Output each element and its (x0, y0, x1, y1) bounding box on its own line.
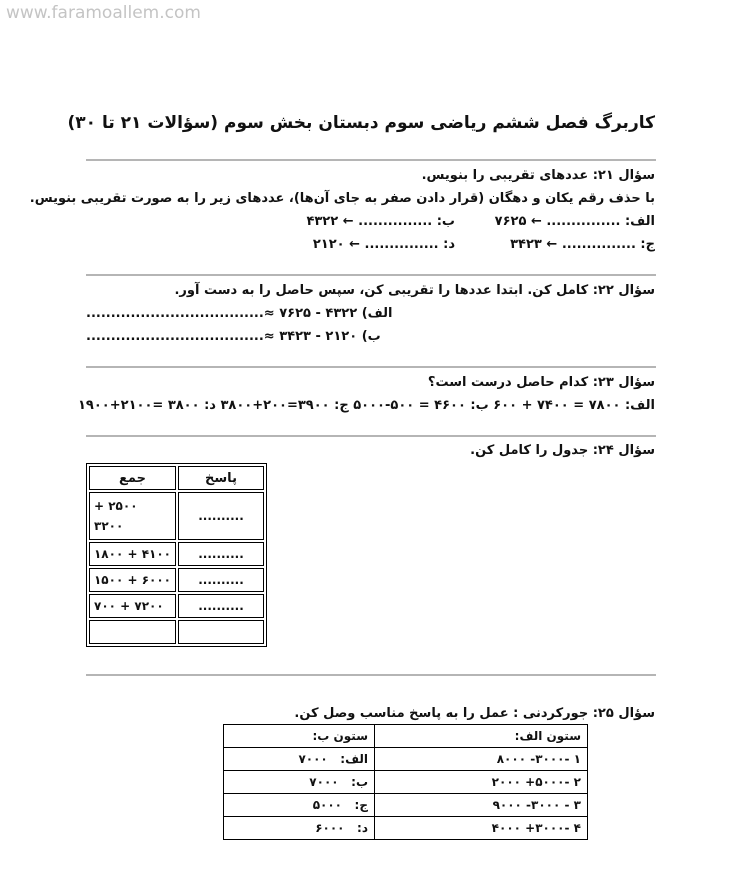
sum-cell (89, 492, 176, 540)
q23-title: سؤال ۲۳: کدام حاصل درست است؟ (427, 375, 655, 390)
column-a-header: ستون الف: (375, 725, 588, 748)
result-value: ۷۰۰۰ (309, 775, 339, 789)
table-row (224, 794, 588, 817)
sum-cell[interactable] (89, 620, 176, 644)
q25-title: سؤال ۲۵: جورکردنی : عمل را به پاسخ مناسب وصل کن. (294, 706, 655, 721)
result-value: ۶۰۰۰ (315, 821, 345, 835)
answer-blank[interactable]: .......... (178, 594, 264, 618)
operation-cell[interactable]: ۴ -۳۰۰۰+ ۴۰۰۰ (375, 817, 588, 840)
result-label: ب: (351, 775, 368, 789)
sum-line-2: ۳۲۰۰ (94, 519, 124, 533)
table-row (89, 594, 264, 618)
divider (86, 159, 656, 161)
answer-blank[interactable] (178, 620, 264, 644)
column-b-header: ستون ب: (224, 725, 375, 748)
q21-item-dal: د: ............... ← ۲۱۲۰ (312, 237, 455, 252)
q21-instruction: با حذف رقم یکان و دهگان (قرار دادن صفر به جای آن‌ها)، عددهای زیر را به صورت تقریبی بنویس. (29, 191, 655, 206)
table-header-row (224, 725, 588, 748)
table-row (224, 771, 588, 794)
operation-cell[interactable]: ۳ - ۳۰۰۰- ۹۰۰۰ (375, 794, 588, 817)
sum-cell: ۶۰۰۰ + ۱۵۰۰ (89, 568, 176, 592)
result-value: ۵۰۰۰ (312, 798, 342, 812)
divider (86, 674, 656, 676)
q24-title: سؤال ۲۴: جدول را کامل کن. (470, 443, 655, 458)
table-header-row (89, 466, 264, 490)
result-label: ج: (354, 798, 368, 812)
page-title: کاربرگ فصل ششم ریاضی سوم دبستان بخش سوم (سؤالات ۲۱ تا ۳۰) (67, 113, 655, 133)
divider (86, 366, 656, 368)
q23-options: الف: ۷۸۰۰ = ۷۴۰۰ + ۶۰۰ ب: ۴۶۰۰ = ۵۰۰-۵۰۰۰ ج: ۳۹۰۰=۲۰۰+۳۸۰۰ د: ۳۸۰۰ =۲۱۰۰+۱۹۰۰ (77, 398, 655, 413)
sum-cell: ۴۱۰۰ + ۱۸۰۰ (89, 542, 176, 566)
q22-item-be: ب) ۲۱۲۰ - ۳۴۲۳ ≈.................................... (86, 329, 381, 344)
matching-table (223, 724, 588, 840)
table-row (89, 542, 264, 566)
q21-item-be: ب: ............... ← ۴۳۲۲ (306, 214, 455, 229)
q21-item-jim: ج: ............... ← ۳۴۲۳ (510, 237, 655, 252)
q22-item-alef: الف) ۴۳۲۲ - ۷۶۲۵ ≈.................................... (86, 306, 393, 321)
result-label: الف: (340, 752, 368, 766)
result-cell[interactable] (224, 748, 375, 771)
sum-line-1: ۲۵۰۰ + (94, 499, 138, 513)
sum-table (86, 463, 267, 647)
result-cell[interactable] (224, 771, 375, 794)
watermark: www.faramoallem.com (6, 3, 201, 23)
answer-blank[interactable]: .......... (178, 542, 264, 566)
table-row (89, 568, 264, 592)
operation-cell[interactable]: ۱ -۳۰۰۰- ۸۰۰۰ (375, 748, 588, 771)
divider (86, 274, 656, 276)
table-row-empty (89, 620, 264, 644)
q21-item-alef: الف: ............... ← ۷۶۲۵ (494, 214, 655, 229)
table-row (89, 492, 264, 540)
q22-title: سؤال ۲۲: کامل کن. ابتدا عددها را تقریبی کن، سپس حاصل را به دست آور. (174, 283, 655, 298)
header-sum: جمع (89, 466, 176, 490)
table-row (224, 748, 588, 771)
result-cell[interactable] (224, 817, 375, 840)
divider (86, 435, 656, 437)
sum-cell: ۷۲۰۰ + ۷۰۰ (89, 594, 176, 618)
table-row (224, 817, 588, 840)
operation-cell[interactable]: ۲ -۵۰۰۰+ ۲۰۰۰ (375, 771, 588, 794)
answer-blank[interactable]: .......... (178, 492, 264, 540)
answer-blank[interactable]: .......... (178, 568, 264, 592)
q21-title: سؤال ۲۱: عددهای تقریبی را بنویس. (421, 168, 655, 183)
header-answer: پاسخ (178, 466, 264, 490)
result-cell[interactable] (224, 794, 375, 817)
result-value: ۷۰۰۰ (298, 752, 328, 766)
result-label: د: (357, 821, 368, 835)
